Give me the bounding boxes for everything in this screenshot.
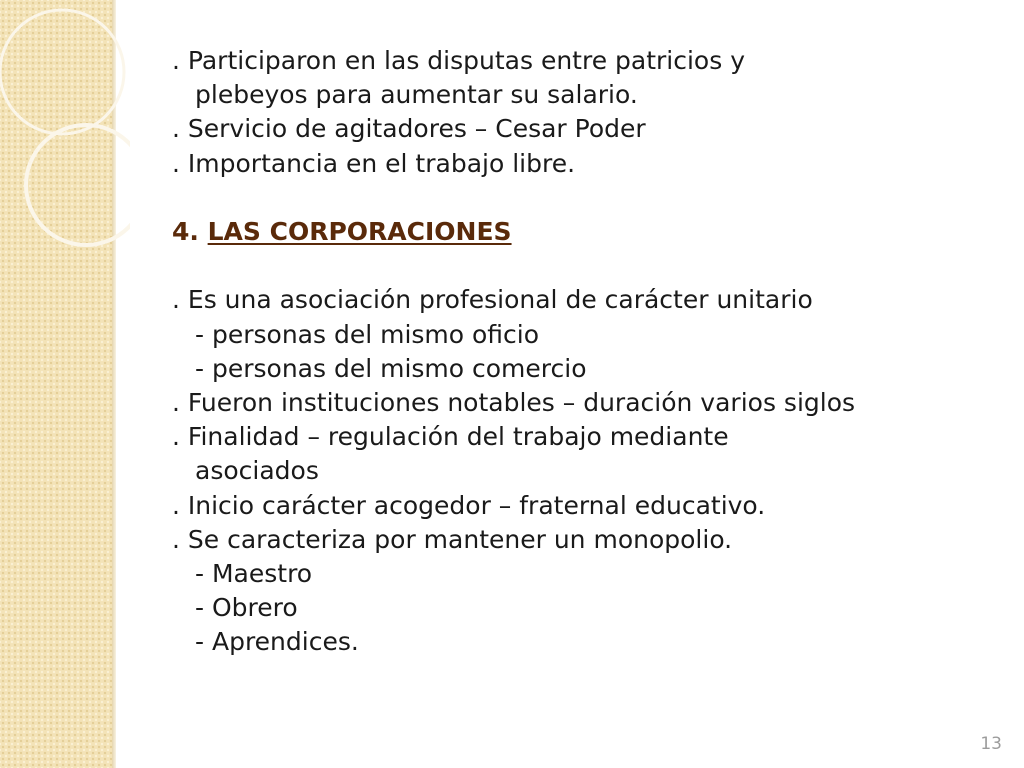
text-line: - Aprendices. xyxy=(195,627,359,657)
decorative-ring-upper xyxy=(0,10,124,134)
text-line: . Es una asociación profesional de carácter unitario xyxy=(172,285,813,315)
section-number: 4. xyxy=(172,217,199,246)
spacer xyxy=(172,181,992,215)
spacer xyxy=(172,249,992,283)
text-line: - personas del mismo oficio xyxy=(195,319,540,349)
text-line: . Fueron instituciones notables – duración varios siglos xyxy=(172,388,856,417)
slide-content xyxy=(172,44,992,660)
decorative-rings xyxy=(0,0,130,300)
text-line: - Maestro xyxy=(195,559,313,589)
text-line: . Importancia en el trabajo libre. xyxy=(172,148,576,178)
text-line: . Servicio de agitadores – Cesar Poder xyxy=(172,114,646,144)
text-line: asociados xyxy=(195,456,319,486)
page-number: 13 xyxy=(980,734,1002,754)
decorative-ring-lower xyxy=(26,125,130,245)
text-line: - personas del mismo comercio xyxy=(195,353,587,383)
section-title: LAS CORPORACIONES xyxy=(207,217,512,246)
text-line: . Finalidad – regulación del trabajo mediante xyxy=(172,422,729,452)
text-line: . Se caracteriza por mantener un monopolio. xyxy=(172,524,733,554)
section-heading xyxy=(172,215,992,249)
text-line: plebeyos para aumentar su salario. xyxy=(195,80,638,110)
text-line: . Participaron en las disputas entre patricios y xyxy=(172,46,745,75)
text-line: . Inicio carácter acogedor – fraternal educativo. xyxy=(172,490,766,520)
text-line: - Obrero xyxy=(195,593,298,623)
